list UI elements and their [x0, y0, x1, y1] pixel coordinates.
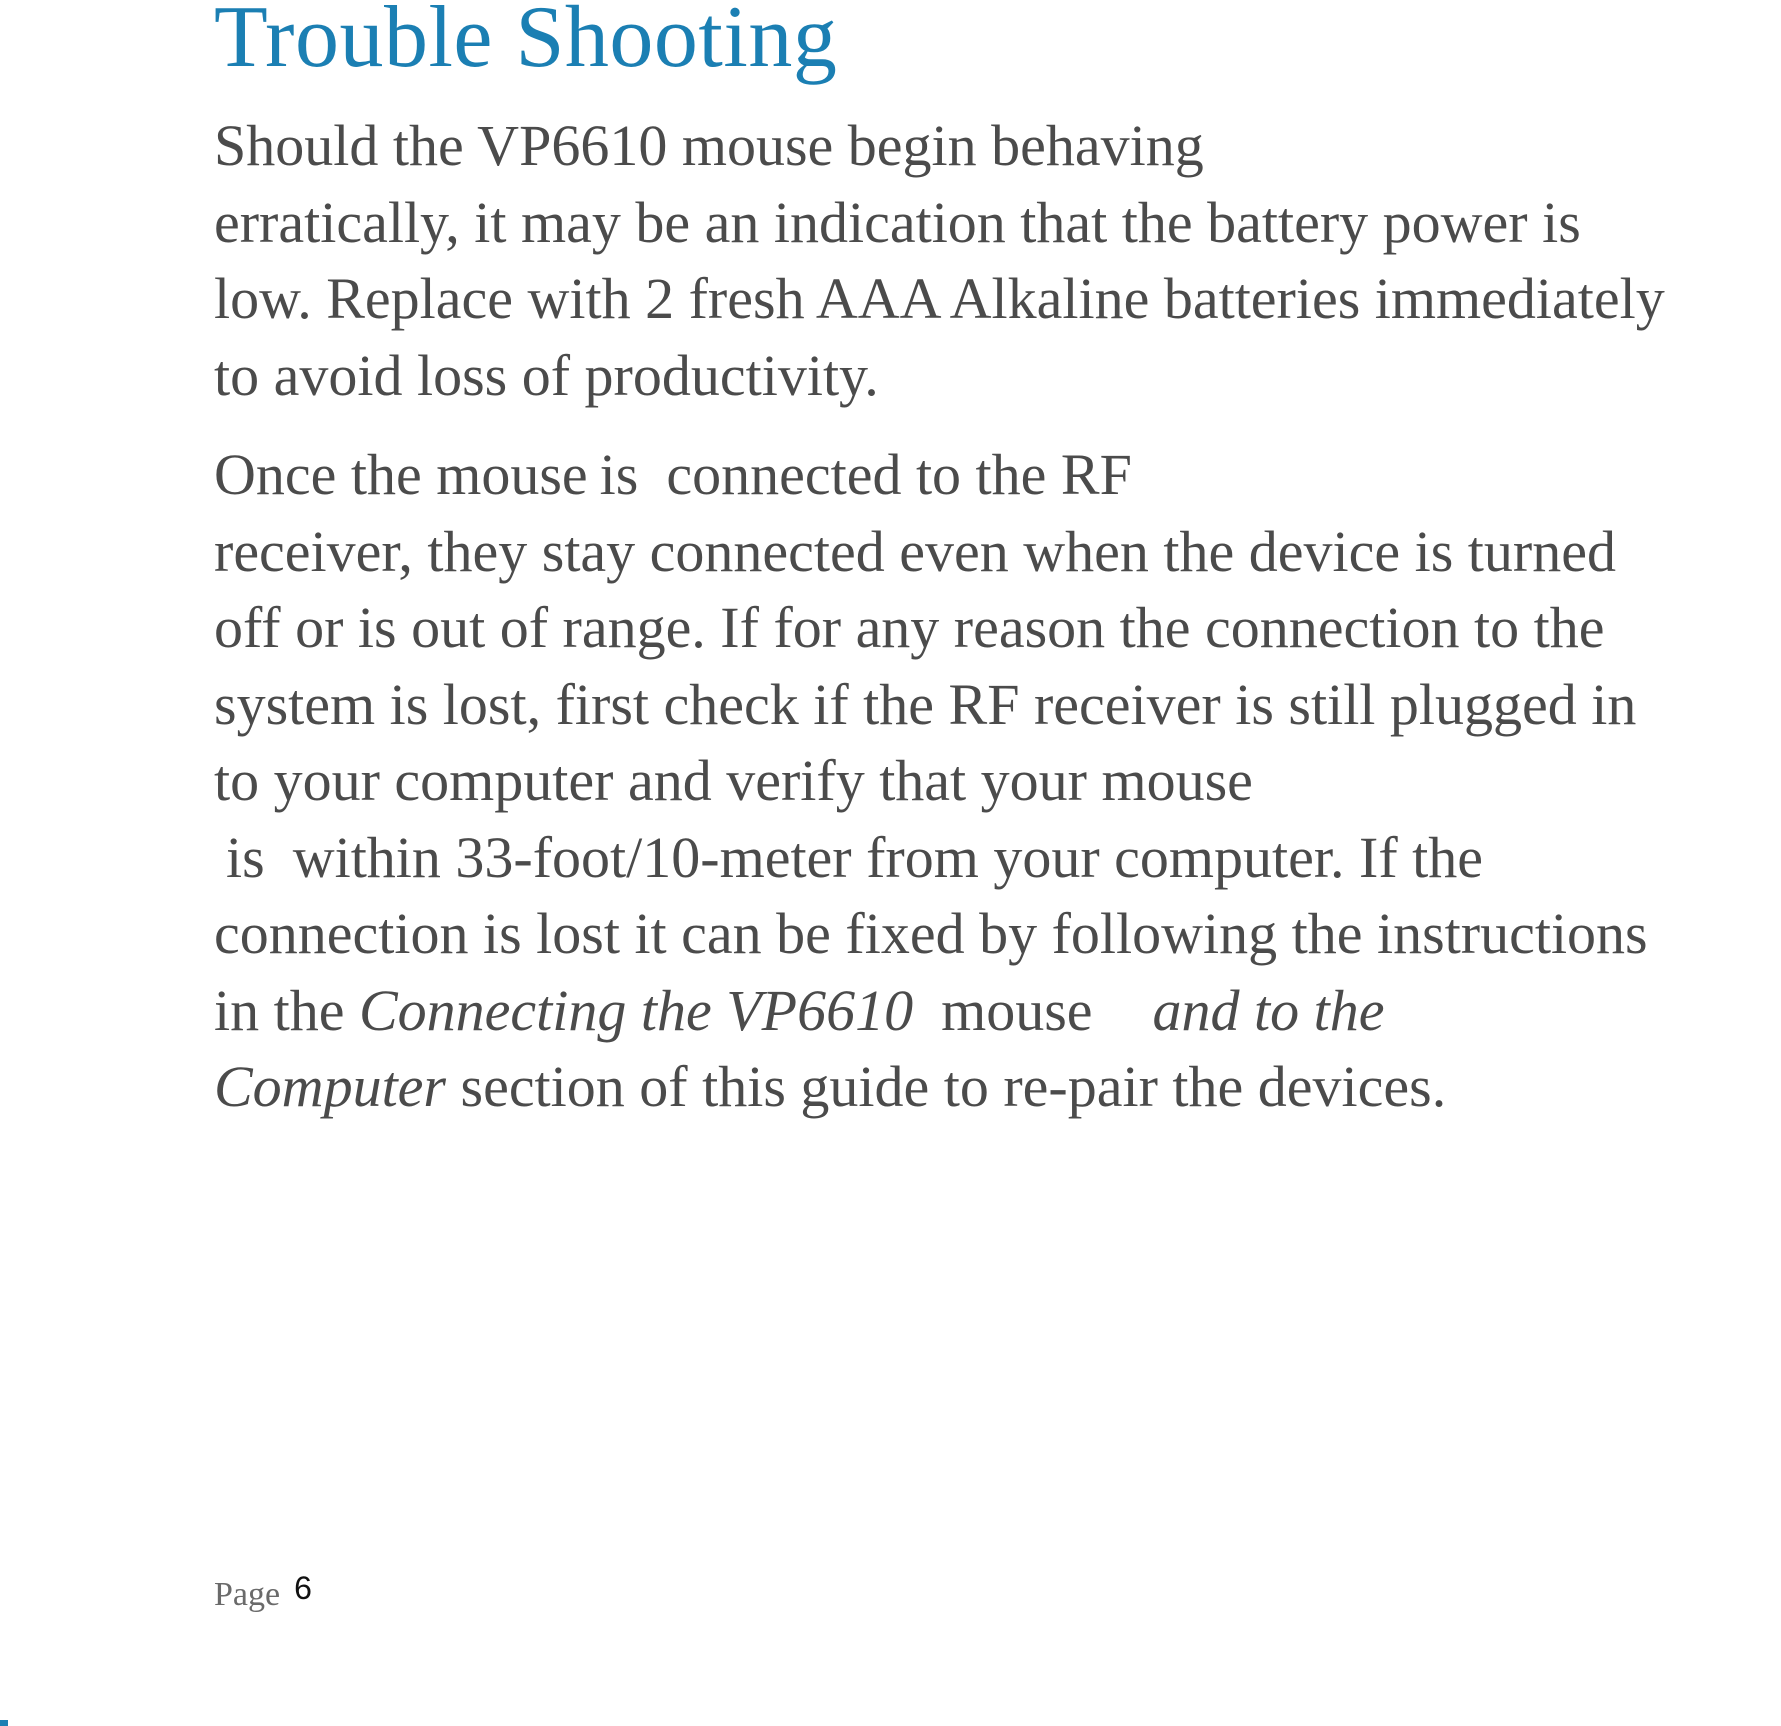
corner-mark [0, 1720, 8, 1726]
paragraph-line [214, 437, 1648, 514]
text-fragment: mouse [941, 977, 1093, 1043]
paragraph-line [214, 820, 1648, 897]
paragraph-line: receiver, they stay connected even when the device is turned [214, 518, 1616, 584]
section-reference: and to the [1152, 977, 1385, 1043]
paragraph-line: connection is lost it can be fixed by following the instructions [214, 901, 1648, 966]
page-number: 6 [294, 1570, 312, 1606]
paragraph-line [214, 1049, 1648, 1126]
battery-paragraph [214, 108, 1665, 414]
text-fragment: connected to the RF [666, 442, 1132, 507]
text-fragment: within 33-foot/10-meter from your computer. If the [292, 824, 1483, 890]
paragraph-line [214, 973, 1648, 1050]
page-footer [214, 1572, 312, 1612]
page-label: Page [214, 1576, 281, 1613]
paragraph-line: erratically, it may be an indication that the battery power is [214, 189, 1581, 255]
page-title: Trouble Shooting [214, 0, 838, 86]
text-fragment: is [226, 824, 265, 890]
text-fragment: Once the mouse [214, 442, 588, 507]
section-reference: Computer [214, 1054, 446, 1119]
paragraph-line: low. Replace with 2 fresh AAA Alkaline batteries immediately [214, 266, 1665, 331]
connection-paragraph [214, 437, 1648, 1126]
text-fragment: in the [214, 977, 345, 1043]
paragraph-line: off or is out of range. If for any reason the connection to the [214, 595, 1605, 660]
section-reference: Connecting the VP6610 [358, 977, 914, 1043]
text-fragment: section of this guide to re-pair the devices. [460, 1054, 1447, 1119]
text-fragment: is [599, 442, 639, 507]
paragraph-line: to your computer and verify that your mouse [214, 748, 1253, 813]
paragraph-line: to avoid loss of productivity. [214, 342, 879, 408]
paragraph-line: system is lost, first check if the RF receiver is still plugged in [214, 671, 1637, 737]
paragraph-line: Should the VP6610 mouse begin behaving [214, 113, 1204, 178]
